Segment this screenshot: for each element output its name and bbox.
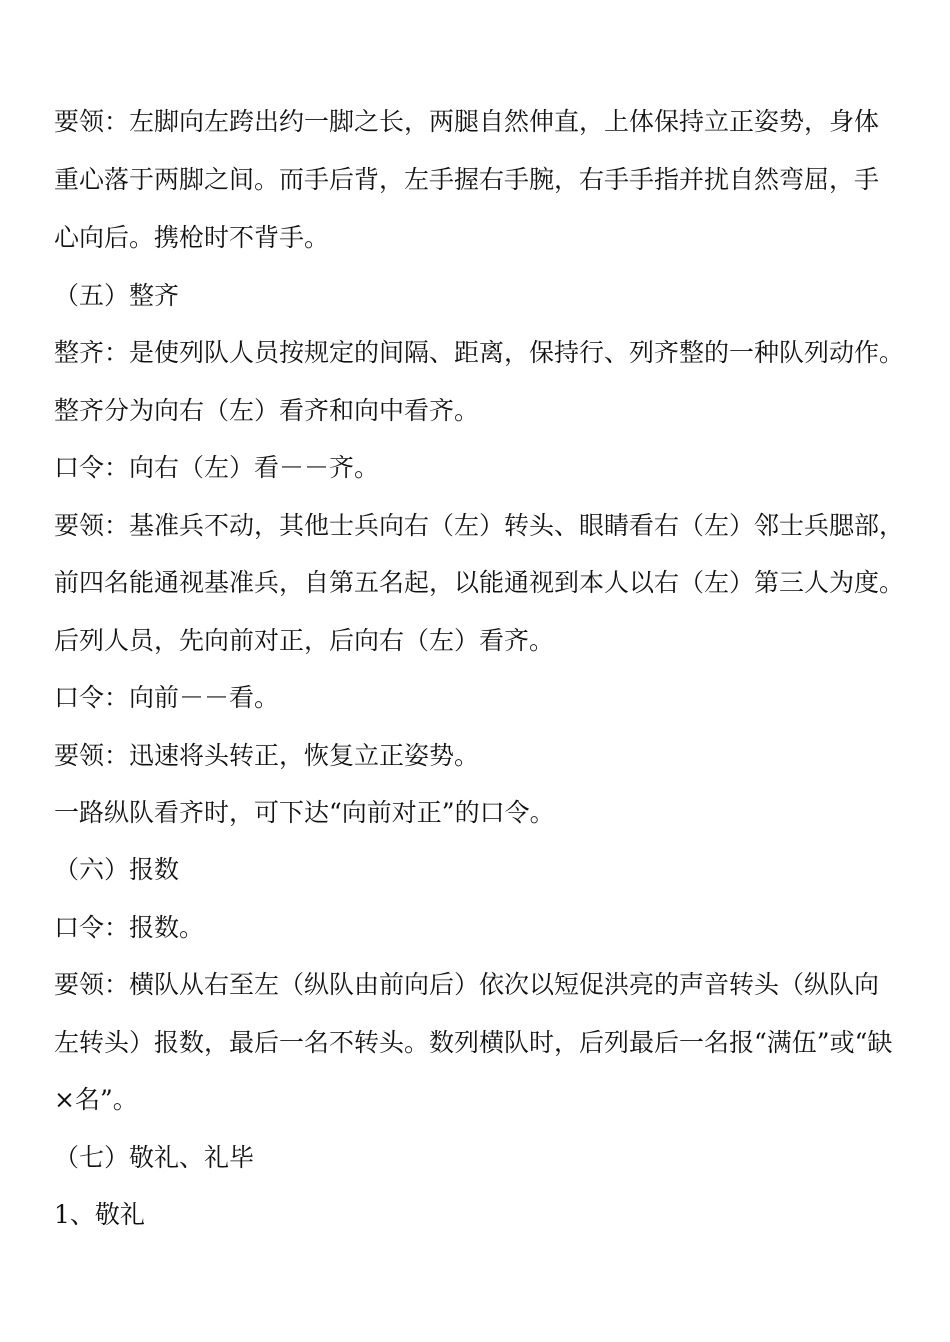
command-line-3: 口令：报数。: [54, 913, 205, 942]
section-heading-6: （六）报数: [54, 855, 180, 884]
text-line-12: 要领：迅速将头转正，恢复立正姿势。: [54, 741, 480, 770]
text-line-9: 前四名能通视基准兵，自第五名起，以能通视到本人以右（左）第三人为度。: [54, 568, 905, 597]
text-line-10: 后列人员，先向前对正，后向右（左）看齐。: [54, 626, 555, 655]
text-line-3: 心向后。携枪时不背手。: [54, 223, 330, 252]
command-line-2: 口令：向前－－看。: [54, 683, 280, 712]
text-line-6: 整齐分为向右（左）看齐和向中看齐。: [54, 396, 480, 425]
command-line-1: 口令：向右（左）看－－齐。: [54, 453, 380, 482]
text-line-16: 要领：横队从右至左（纵队由前向后）依次以短促洪亮的声音转头（纵队向: [54, 970, 880, 999]
text-line-18: ×名”。: [54, 1085, 138, 1114]
text-line-5: 整齐：是使列队人员按规定的间隔、距离，保持行、列齐整的一种队列动作。: [54, 338, 905, 367]
text-line-8: 要领：基准兵不动，其他士兵向右（左）转头、眼睛看右（左）邻士兵腮部，: [54, 511, 905, 540]
subsection-heading-1: 1、敬礼: [54, 1200, 145, 1229]
text-line-13: 一路纵队看齐时，可下达“向前对正”的口令。: [54, 798, 555, 827]
section-heading-7: （七）敬礼、礼毕: [54, 1143, 255, 1172]
text-line-1: 要领：左脚向左跨出约一脚之长，两腿自然伸直，上体保持立正姿势，身体: [54, 107, 880, 136]
section-heading-5: （五）整齐: [54, 281, 180, 310]
text-line-17: 左转头）报数，最后一名不转头。数列横队时，后列最后一名报“满伍”或“缺: [54, 1028, 893, 1057]
text-line-2: 重心落于两脚之间。而手后背，左手握右手腕，右手手指并扰自然弯屈，手: [54, 165, 880, 194]
